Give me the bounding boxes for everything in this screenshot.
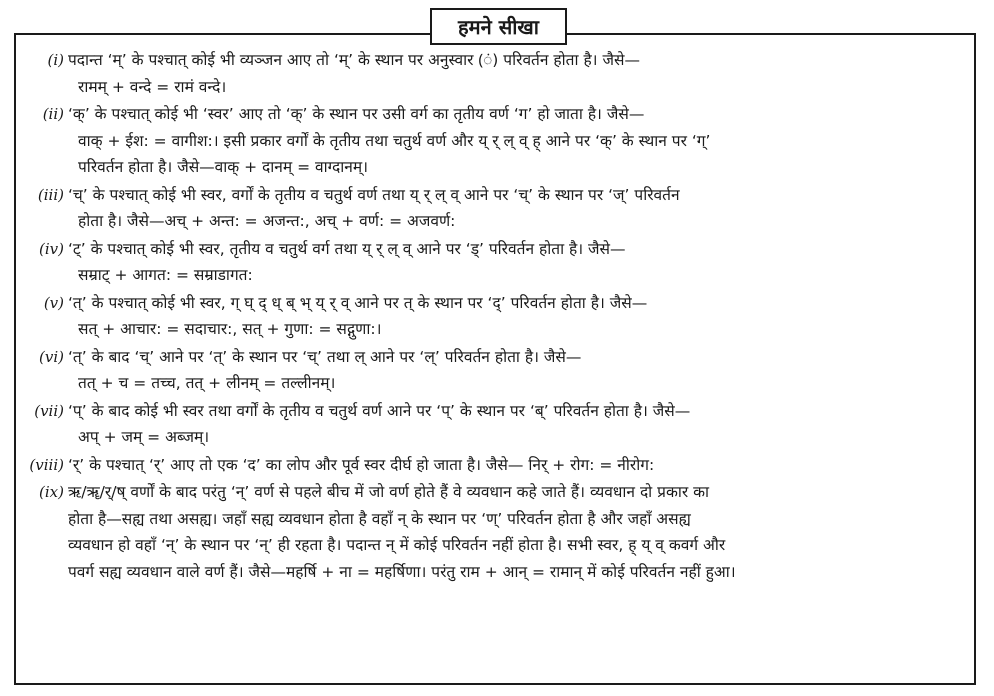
rule-item [20,344,968,397]
rule-item [20,290,968,343]
rule-example-line: अप् + जम् = अब्जम्। [78,428,210,446]
rule-text-line: ‘प्’ के बाद कोई भी स्वर तथा वर्गों के तृतीय व चतुर्थ वर्ण आने पर ‘प्’ के स्थान पर ‘ब्’ परिवर्तन होता है। जैसे— [68,401,691,420]
rule-example-line: सम्राट् + आगत: = सम्राडागत: [78,266,253,284]
rule-item [20,47,968,100]
rule-item [20,398,968,451]
rule-example-line: वाक् + ईश: = वागीश:। इसी प्रकार वर्गों के तृतीय तथा चतुर्थ वर्ण और य् र् ल् व् ह् आने पर ‘क्’ के स्थान पर ‘ग्’ [78,131,711,150]
rule-item [20,452,968,479]
rule-number: (viii) [29,455,64,474]
rules-list [20,47,968,586]
rule-number: (ix) [39,483,64,501]
rule-text-line: ‘ट्’ के पश्चात् कोई भी स्वर, तृतीय व चतुर्थ वर्ग तथा य् र् ल् व् आने पर ‘ड्’ परिवर्तन होता है। जैसे— [68,239,626,258]
rule-item [20,182,968,235]
rule-text-line: होता है—सह्य तथा असह्य। जहाँ सह्य व्यवधान होता है वहाँ न् के स्थान पर ‘ण्’ परिवर्तन होता है और जहाँ असह्य [68,509,691,528]
rule-text-line: ‘च्’ के पश्चात् कोई भी स्वर, वर्गों के तृतीय व चतुर्थ वर्ण तथा य् र् ल् व् आने पर ‘च्’ के स्थान पर ‘ज्’ परिवर्तन [68,185,680,204]
rule-text-line: ‘क्’ के पश्चात् कोई भी ‘स्वर’ आए तो ‘क्’ के स्थान पर उसी वर्ग का तृतीय वर्ण ‘ग’ हो जाता है। जैसे— [68,105,645,123]
rule-example-line: सत् + आचार: = सदाचार:, सत् + गुणा: = सद्गुणा:। [78,320,382,338]
rule-example-line: होता है। जैसे—अच् + अन्त: = अजन्त:, अच् + वर्ण: = अजवर्ण: [78,212,456,230]
rule-item [20,479,968,585]
rule-text-line: व्यवधान हो वहाँ ‘न्’ के स्थान पर ‘न्’ ही रहता है। पदान्त न् में कोई परिवर्तन नहीं होता है। सभी स्वर, ह् य् व् कवर्ग और [68,536,726,554]
rule-text-line: ‘र्’ के पश्चात् ‘र्’ आए तो एक ‘द’ का लोप और पूर्व स्वर दीर्घ हो जाता है। जैसे— निर् + रोग: = नीरोग: [68,455,655,474]
rule-item [20,101,968,181]
rule-number: (v) [43,293,64,312]
rule-text-line: पवर्ग सह्य व्यवधान वाले वर्ण हैं। जैसे—महर्षि + ना = महर्षिणा। परंतु राम + आन् = रामान् में कोई परिवर्तन नहीं हुआ। [68,562,736,581]
rule-text-line: ‘त्’ के पश्चात् कोई भी स्वर, ग् घ् द् ध् ब् भ् य् र् व् आने पर त् के स्थान पर ‘द्’ परिवर्तन होता है। जैसे— [68,293,648,312]
rule-text-line: ‘त्’ के बाद ‘च्’ आने पर ‘त्’ के स्थान पर ‘च्’ तथा ल् आने पर ‘ल्’ परिवर्तन होता है। जैसे— [68,347,582,366]
rule-text-line: पदान्त ‘म्’ के पश्चात् कोई भी व्यञ्जन आए तो ‘म्’ के स्थान पर अनुस्वार (ं) परिवर्तन होता है। जैसे— [68,51,640,69]
rule-number: (iii) [37,185,64,204]
rule-number: (vi) [39,347,64,366]
rule-example-line: रामम् + वन्दे = रामं वन्दे। [78,77,227,96]
rule-item [20,236,968,289]
section-heading: हमने सीखा [430,8,567,45]
rule-number: (iv) [39,239,64,258]
rule-number: (ii) [42,105,64,123]
rule-example-line: तत् + च = तच्च, तत् + लीनम् = तल्लीनम्। [78,374,336,392]
rule-number: (i) [47,51,64,69]
rule-example-line: परिवर्तन होता है। जैसे—वाक् + दानम् = वाग्दानम्। [78,158,368,176]
rule-text-line: ऋ/ॠ/र्/ष् वर्णों के बाद परंतु ‘न्’ वर्ण से पहले बीच में जो वर्ण होते हैं वे व्यवधान कहे जाते हैं। व्यवधान दो प्रकार का [68,483,710,501]
rule-number: (vii) [34,401,64,420]
